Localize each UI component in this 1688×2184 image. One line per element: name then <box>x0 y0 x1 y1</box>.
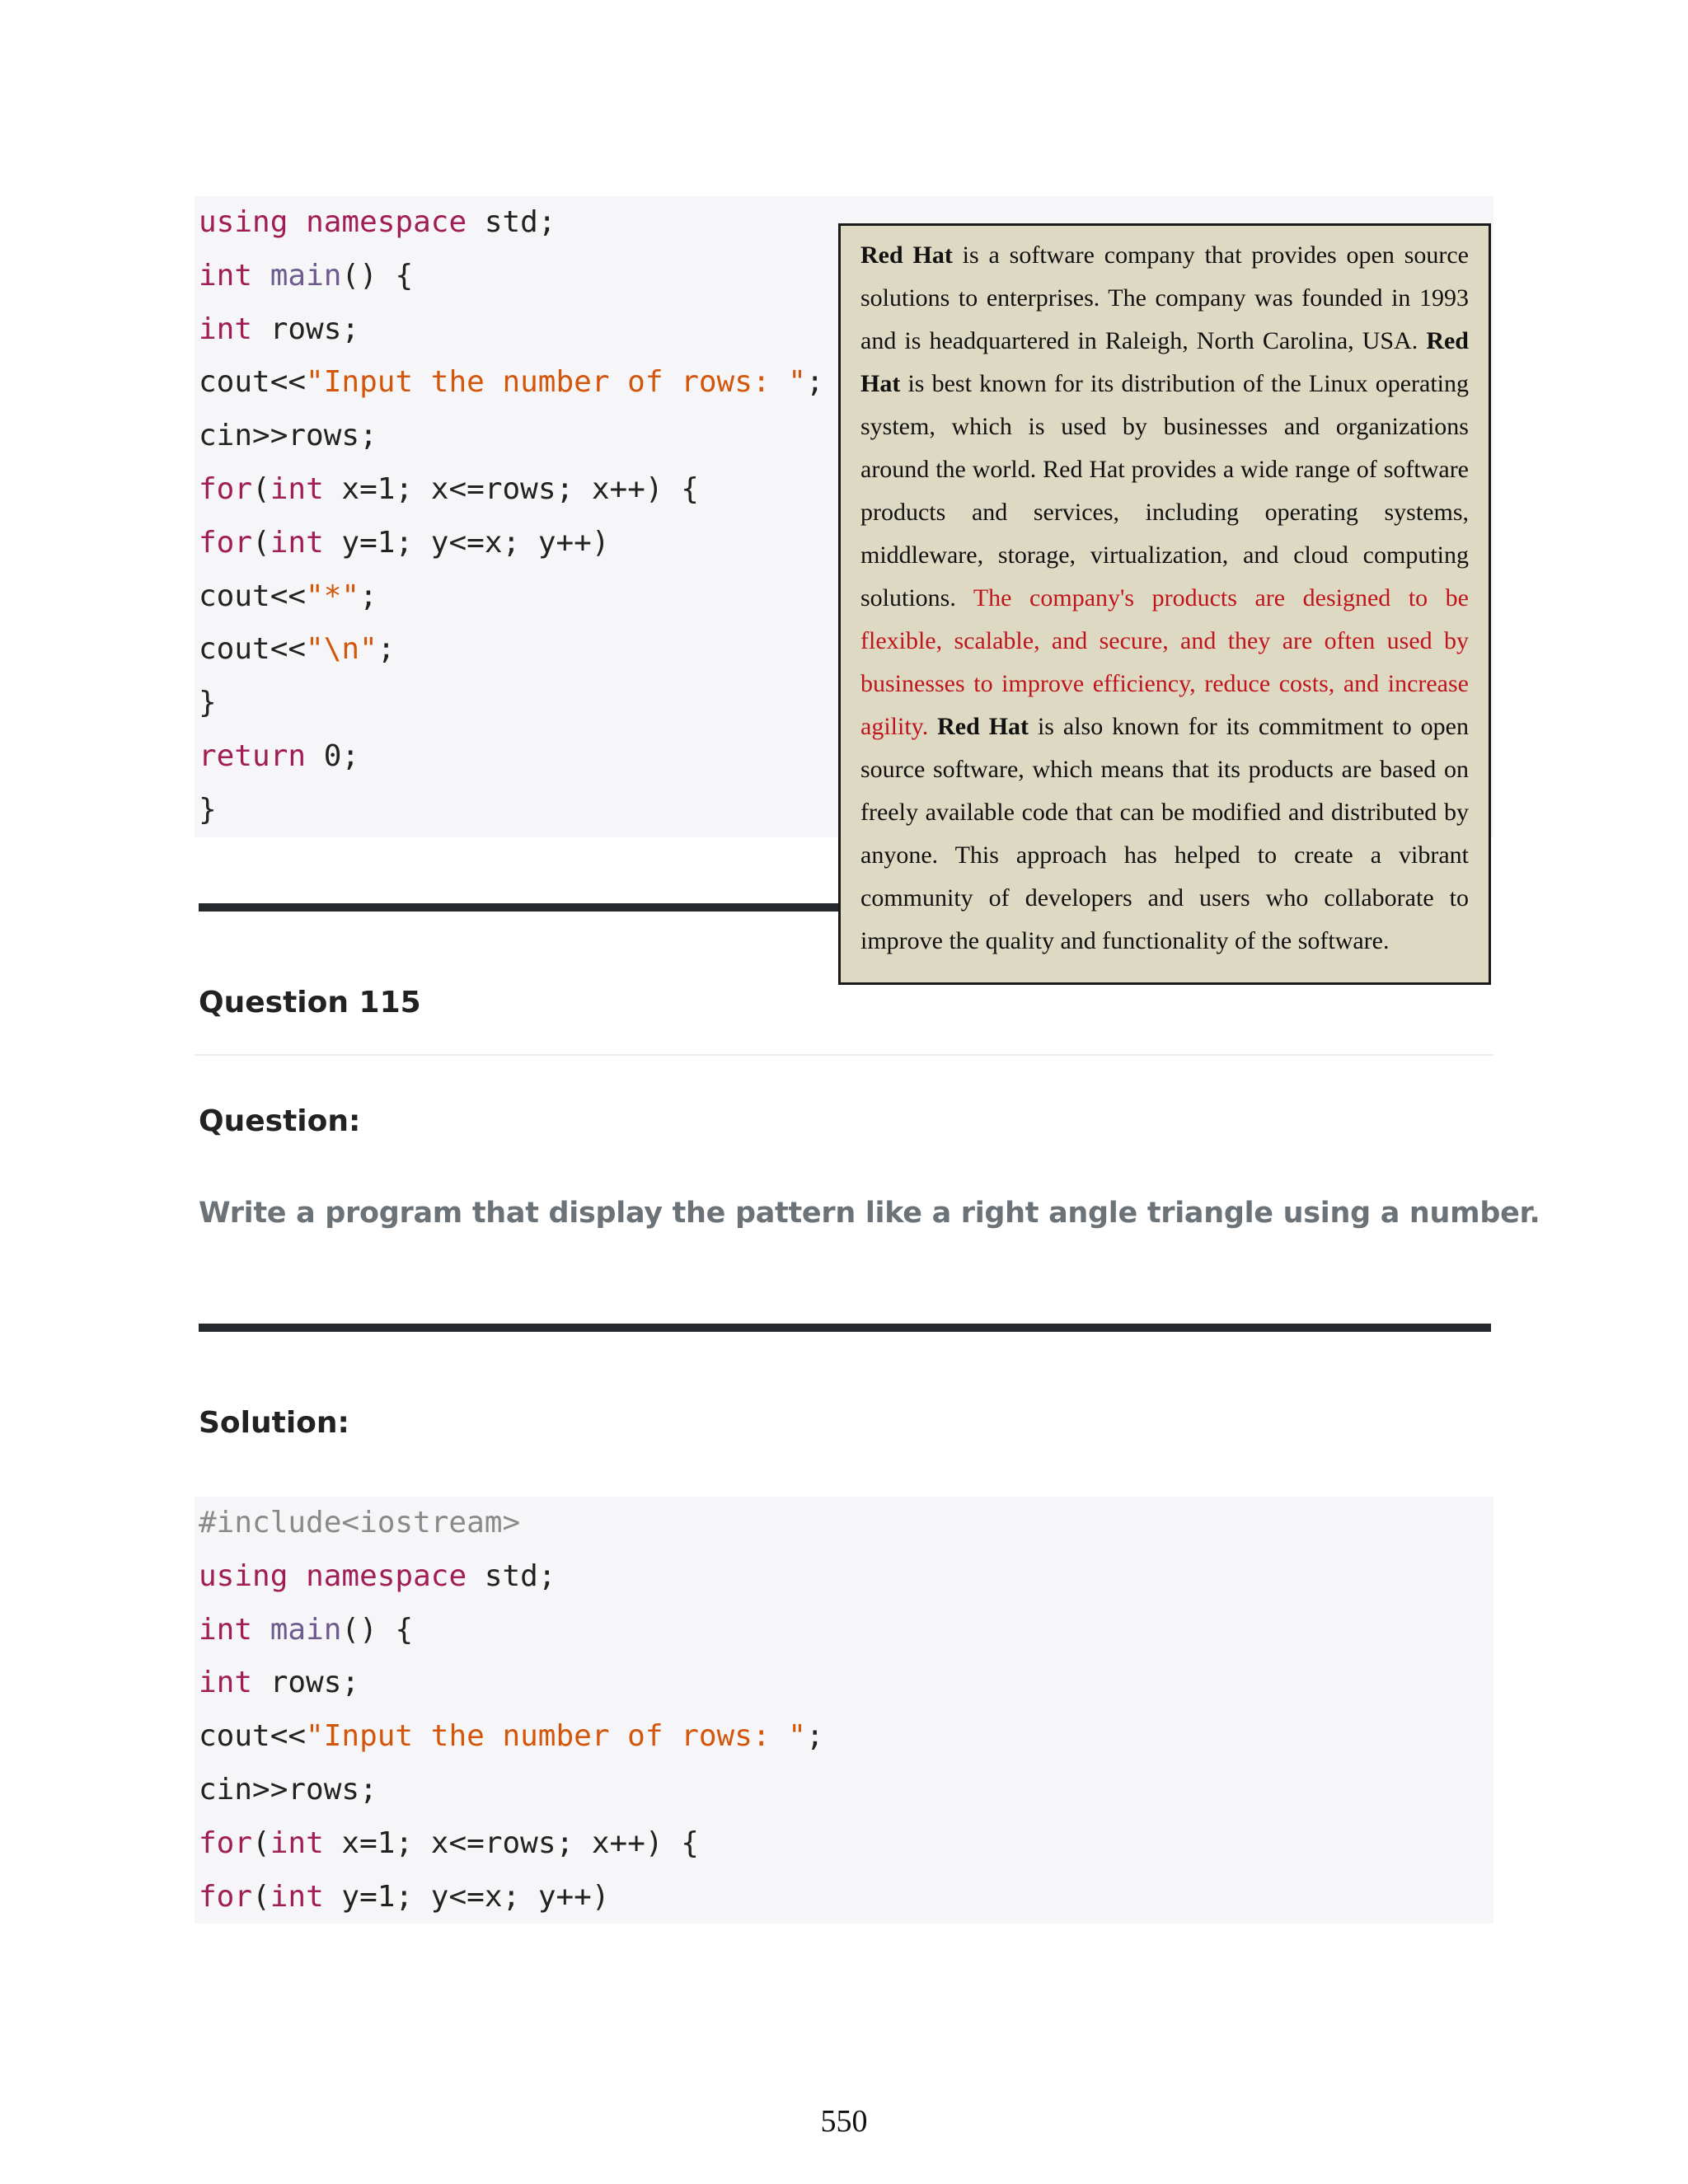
page-number: 550 <box>820 2104 868 2139</box>
question-number-heading: Question 115 <box>199 986 421 1019</box>
code-line: int main() { <box>199 1612 414 1647</box>
code-line: #include<iostream> <box>199 1506 521 1540</box>
code-line: } <box>199 792 217 827</box>
code-line: using namespace std; <box>199 205 556 239</box>
code-line: int rows; <box>199 312 360 346</box>
code-line: cout<<"*"; <box>199 579 377 613</box>
section-divider <box>199 1324 1491 1332</box>
question-text: Write a program that display the pattern like a right angle triangle using a number. <box>199 1197 1540 1230</box>
code-line: cin>>rows; <box>199 1772 377 1807</box>
code-line: for(int y=1; y<=x; y++) <box>199 1879 610 1914</box>
code-line: using namespace std; <box>199 1558 556 1593</box>
solution-label: Solution: <box>199 1406 349 1440</box>
code-line: } <box>199 686 217 720</box>
code-line: cout<<"Input the number of rows: "; <box>199 365 824 400</box>
code-line: for(int x=1; x<=rows; x++) { <box>199 1825 699 1860</box>
code-line: cout<<"\n"; <box>199 632 396 667</box>
code-line: int main() { <box>199 258 414 293</box>
red-hat-note: Red Hat is a software company that provides open source solutions to enterprises. The company was founded in 1993 and is headquartered in Raleigh, North Carolina, USA. Red Hat is best known for its distribution of the Linux operating system, which is used by businesses and organizations around the world. Red Hat provides a wide range of software products and services, including operating systems, middleware, storage, virtualization, and cloud computing solutions. The company's products are designed to be flexible, scalable, and secure, and they are often used by businesses to improve efficiency, reduce costs, and increase agility. Red Hat is also known for its commitment to open source software, which means that its products are based on freely available code that can be modified and distributed by anyone. This approach has helped to create a vibrant community of developers and users who collaborate to improve the quality and functionality of the software. <box>838 223 1491 985</box>
code-line: cout<<"Input the number of rows: "; <box>199 1719 824 1754</box>
code-line: for(int y=1; y<=x; y++) <box>199 525 610 560</box>
code-block-solution <box>195 1497 1493 1924</box>
code-line: int rows; <box>199 1666 360 1700</box>
question-label: Question: <box>199 1104 361 1138</box>
code-line: return 0; <box>199 738 360 773</box>
section-divider <box>199 903 842 912</box>
code-line: for(int x=1; x<=rows; x++) { <box>199 471 699 506</box>
heading-divider <box>195 1054 1493 1056</box>
code-line: cin>>rows; <box>199 419 377 453</box>
